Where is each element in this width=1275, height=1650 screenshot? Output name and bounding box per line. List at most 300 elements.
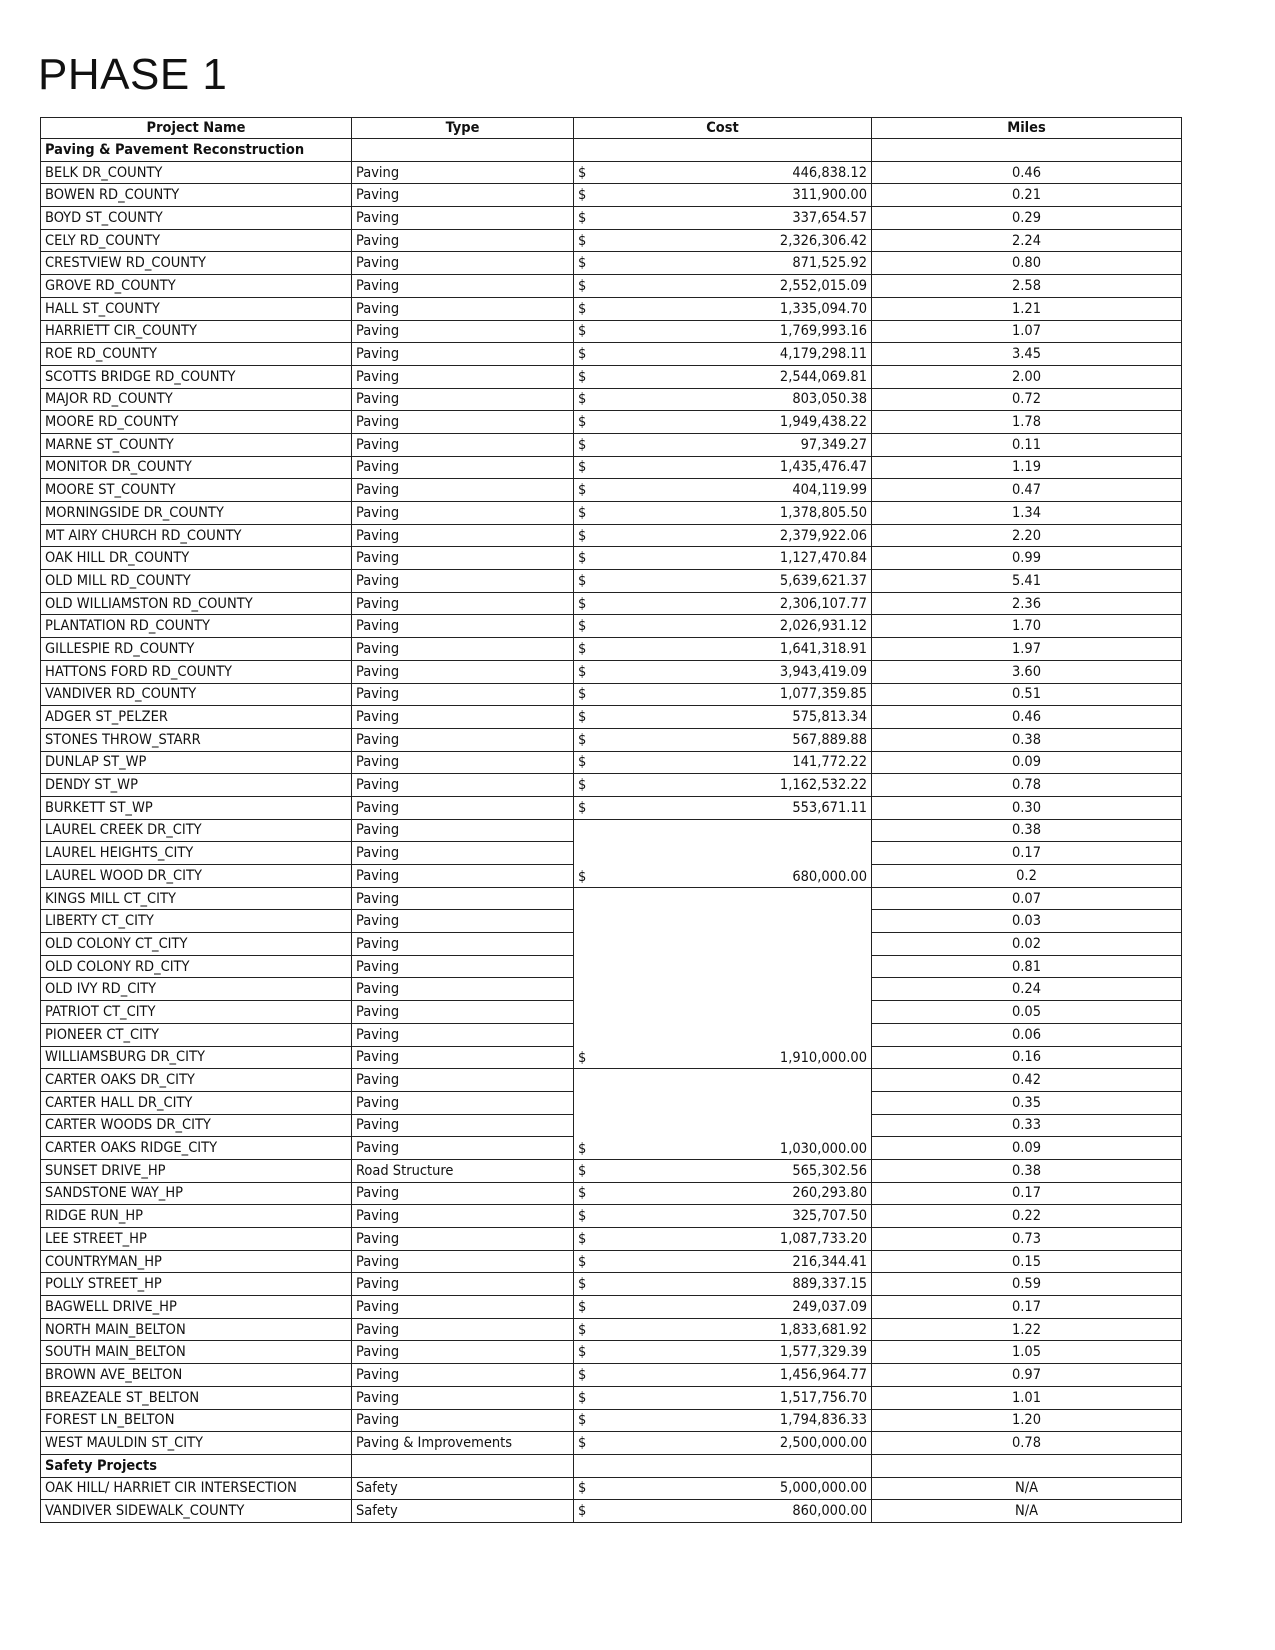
type-cell: Paving: [352, 1069, 574, 1092]
project-name-cell: ADGER ST_PELZER: [41, 706, 352, 729]
cost-value: 216,344.41: [792, 1253, 867, 1270]
type-cell: Paving: [352, 547, 574, 570]
project-name-cell: GILLESPIE RD_COUNTY: [41, 638, 352, 661]
miles-cell: 0.33: [872, 1114, 1182, 1137]
project-name-cell: OAK HILL/ HARRIET CIR INTERSECTION: [41, 1477, 352, 1500]
miles-cell: 0.73: [872, 1228, 1182, 1251]
miles-cell: 0.15: [872, 1250, 1182, 1273]
miles-cell: 0.21: [872, 184, 1182, 207]
type-cell: Paving: [352, 433, 574, 456]
project-name-cell: KINGS MILL CT_CITY: [41, 887, 352, 910]
miles-cell: 5.41: [872, 570, 1182, 593]
cost-cell: [574, 570, 872, 593]
type-cell: Paving: [352, 1001, 574, 1024]
currency-symbol: $: [578, 1366, 587, 1383]
cost-value: 1,517,756.70: [779, 1389, 867, 1406]
project-name-cell: PATRIOT CT_CITY: [41, 1001, 352, 1024]
project-name-cell: MAJOR RD_COUNTY: [41, 388, 352, 411]
miles-cell: 2.24: [872, 229, 1182, 252]
currency-symbol: $: [578, 799, 587, 816]
cost-value: 1,949,438.22: [779, 414, 867, 431]
currency-symbol: $: [578, 1230, 587, 1247]
miles-cell: 2.00: [872, 365, 1182, 388]
cost-value: 1,910,000.00: [779, 1050, 867, 1067]
miles-cell: 0.17: [872, 1182, 1182, 1205]
miles-cell: 0.51: [872, 683, 1182, 706]
cost-value: 2,326,306.42: [779, 232, 867, 249]
currency-symbol: $: [578, 1344, 587, 1361]
cost-cell: [574, 1409, 872, 1432]
miles-cell: 0.09: [872, 751, 1182, 774]
table-row: [41, 275, 1182, 298]
cost-cell: [574, 819, 872, 887]
miles-cell: 1.22: [872, 1318, 1182, 1341]
table-row: [41, 1182, 1182, 1205]
table-row: [41, 343, 1182, 366]
table-row: [41, 1159, 1182, 1182]
cost-value: 1,833,681.92: [779, 1321, 867, 1338]
cost-cell: [574, 1159, 872, 1182]
miles-cell: 0.03: [872, 910, 1182, 933]
table-row: [41, 683, 1182, 706]
type-cell: Paving: [352, 1023, 574, 1046]
table-row: [41, 887, 1182, 910]
type-cell: Paving: [352, 706, 574, 729]
miles-cell: 0.24: [872, 978, 1182, 1001]
table-row: [41, 502, 1182, 525]
type-cell: Paving: [352, 161, 574, 184]
cost-cell: [574, 411, 872, 434]
currency-symbol: $: [578, 640, 587, 657]
type-cell: Paving: [352, 933, 574, 956]
project-name-cell: LAUREL CREEK DR_CITY: [41, 819, 352, 842]
table-row: [41, 1273, 1182, 1296]
currency-symbol: $: [578, 1276, 587, 1293]
table-row: [41, 1364, 1182, 1387]
cost-value: 680,000.00: [792, 868, 867, 885]
type-cell: Road Structure: [352, 1159, 574, 1182]
type-cell: Paving & Improvements: [352, 1432, 574, 1455]
miles-cell: 0.29: [872, 207, 1182, 230]
miles-cell: 1.07: [872, 320, 1182, 343]
currency-symbol: $: [578, 1298, 587, 1315]
currency-symbol: $: [578, 1208, 587, 1225]
miles-cell: 0.22: [872, 1205, 1182, 1228]
column-header-type: Type: [352, 118, 574, 139]
table-row: [41, 161, 1182, 184]
currency-symbol: $: [578, 572, 587, 589]
type-cell: Paving: [352, 774, 574, 797]
currency-symbol: $: [578, 300, 587, 317]
miles-cell: 0.47: [872, 479, 1182, 502]
cost-cell: [574, 615, 872, 638]
currency-symbol: $: [578, 663, 587, 680]
type-cell: Paving: [352, 1364, 574, 1387]
table-row: [41, 388, 1182, 411]
project-name-cell: STONES THROW_STARR: [41, 728, 352, 751]
type-cell: Paving: [352, 638, 574, 661]
currency-symbol: $: [578, 323, 587, 340]
cost-cell: [574, 592, 872, 615]
project-name-cell: MOORE RD_COUNTY: [41, 411, 352, 434]
type-cell: Paving: [352, 1273, 574, 1296]
miles-cell: 0.35: [872, 1091, 1182, 1114]
header-row: [41, 118, 1182, 139]
cost-value: 404,119.99: [792, 482, 867, 499]
project-name-cell: PLANTATION RD_COUNTY: [41, 615, 352, 638]
table-row: [41, 229, 1182, 252]
type-cell: Paving: [352, 978, 574, 1001]
type-cell: Paving: [352, 910, 574, 933]
table-row: [41, 1500, 1182, 1523]
project-name-cell: WILLIAMSBURG DR_CITY: [41, 1046, 352, 1069]
project-name-cell: OAK HILL DR_COUNTY: [41, 547, 352, 570]
miles-cell: 1.70: [872, 615, 1182, 638]
cost-value: 2,552,015.09: [779, 277, 867, 294]
type-cell: Paving: [352, 1409, 574, 1432]
currency-symbol: $: [578, 550, 587, 567]
miles-cell: 0.06: [872, 1023, 1182, 1046]
table-row: [41, 479, 1182, 502]
project-name-cell: CARTER HALL DR_CITY: [41, 1091, 352, 1114]
table-row: [41, 1296, 1182, 1319]
table-row: [41, 592, 1182, 615]
currency-symbol: $: [578, 255, 587, 272]
type-cell: Paving: [352, 456, 574, 479]
project-name-cell: BOWEN RD_COUNTY: [41, 184, 352, 207]
cost-cell: [574, 1273, 872, 1296]
miles-cell: N/A: [872, 1500, 1182, 1523]
cost-cell: [574, 1500, 872, 1523]
type-cell: Paving: [352, 207, 574, 230]
currency-symbol: $: [578, 414, 587, 431]
table-row: [41, 1477, 1182, 1500]
project-name-cell: DENDY ST_WP: [41, 774, 352, 797]
miles-cell: 1.78: [872, 411, 1182, 434]
cost-cell: [574, 683, 872, 706]
miles-cell: 2.58: [872, 275, 1182, 298]
cost-value: 1,162,532.22: [779, 777, 867, 794]
miles-cell: 3.60: [872, 660, 1182, 683]
project-name-cell: CARTER OAKS RIDGE_CITY: [41, 1137, 352, 1160]
type-cell: Paving: [352, 297, 574, 320]
project-name-cell: GROVE RD_COUNTY: [41, 275, 352, 298]
empty-cell: [574, 1454, 872, 1477]
type-cell: Paving: [352, 592, 574, 615]
cost-cell: [574, 524, 872, 547]
cost-cell: [574, 275, 872, 298]
type-cell: Paving: [352, 479, 574, 502]
type-cell: Paving: [352, 751, 574, 774]
miles-cell: 0.72: [872, 388, 1182, 411]
type-cell: Paving: [352, 343, 574, 366]
cost-value: 337,654.57: [792, 209, 867, 226]
project-name-cell: OLD WILLIAMSTON RD_COUNTY: [41, 592, 352, 615]
project-name-cell: LAUREL HEIGHTS_CITY: [41, 842, 352, 865]
table-row: [41, 1318, 1182, 1341]
table-row: [41, 796, 1182, 819]
cost-value: 4,179,298.11: [779, 346, 867, 363]
miles-cell: 0.17: [872, 842, 1182, 865]
project-name-cell: HARRIETT CIR_COUNTY: [41, 320, 352, 343]
type-cell: Paving: [352, 1341, 574, 1364]
cost-cell: [574, 1432, 872, 1455]
table-row: [41, 1432, 1182, 1455]
project-name-cell: SUNSET DRIVE_HP: [41, 1159, 352, 1182]
miles-cell: 1.01: [872, 1386, 1182, 1409]
table-row: [41, 411, 1182, 434]
project-name-cell: BROWN AVE_BELTON: [41, 1364, 352, 1387]
miles-cell: 0.17: [872, 1296, 1182, 1319]
project-name-cell: BAGWELL DRIVE_HP: [41, 1296, 352, 1319]
miles-cell: N/A: [872, 1477, 1182, 1500]
currency-symbol: $: [578, 1480, 587, 1497]
miles-cell: 0.05: [872, 1001, 1182, 1024]
type-cell: Paving: [352, 1386, 574, 1409]
currency-symbol: $: [578, 436, 587, 453]
cost-cell: [574, 751, 872, 774]
cost-cell: [574, 1341, 872, 1364]
type-cell: Paving: [352, 388, 574, 411]
currency-symbol: $: [578, 868, 587, 885]
table-row: [41, 1069, 1182, 1092]
table-row: [41, 706, 1182, 729]
type-cell: Paving: [352, 570, 574, 593]
cost-cell: [574, 1318, 872, 1341]
type-cell: Paving: [352, 887, 574, 910]
cost-cell: [574, 343, 872, 366]
table-row: [41, 819, 1182, 842]
miles-cell: 1.21: [872, 297, 1182, 320]
cost-cell: [574, 365, 872, 388]
cost-value: 1,577,329.39: [779, 1344, 867, 1361]
project-name-cell: BELK DR_COUNTY: [41, 161, 352, 184]
cost-cell: [574, 433, 872, 456]
table-row: [41, 524, 1182, 547]
cost-value: 871,525.92: [792, 255, 867, 272]
miles-cell: 1.05: [872, 1341, 1182, 1364]
type-cell: Paving: [352, 1296, 574, 1319]
miles-cell: 0.59: [872, 1273, 1182, 1296]
currency-symbol: $: [578, 368, 587, 385]
table-row: [41, 1409, 1182, 1432]
section-row: [41, 1454, 1182, 1477]
table-row: [41, 615, 1182, 638]
cost-value: 889,337.15: [792, 1276, 867, 1293]
cost-cell: [574, 252, 872, 275]
cost-cell: [574, 887, 872, 1069]
column-header-project-name: Project Name: [41, 118, 352, 139]
currency-symbol: $: [578, 686, 587, 703]
type-cell: Paving: [352, 615, 574, 638]
cost-value: 1,127,470.84: [779, 550, 867, 567]
currency-symbol: $: [578, 1412, 587, 1429]
currency-symbol: $: [578, 504, 587, 521]
miles-cell: 0.78: [872, 774, 1182, 797]
project-name-cell: CELY RD_COUNTY: [41, 229, 352, 252]
miles-cell: 0.42: [872, 1069, 1182, 1092]
cost-cell: [574, 1182, 872, 1205]
table-row: [41, 1205, 1182, 1228]
type-cell: Paving: [352, 728, 574, 751]
type-cell: Paving: [352, 1318, 574, 1341]
miles-cell: 1.19: [872, 456, 1182, 479]
cost-value: 2,500,000.00: [779, 1435, 867, 1452]
cost-cell: [574, 229, 872, 252]
cost-cell: [574, 1364, 872, 1387]
miles-cell: 0.09: [872, 1137, 1182, 1160]
cost-cell: [574, 320, 872, 343]
currency-symbol: $: [578, 459, 587, 476]
currency-symbol: $: [578, 391, 587, 408]
cost-value: 2,544,069.81: [779, 368, 867, 385]
cost-value: 260,293.80: [792, 1185, 867, 1202]
table-row: [41, 638, 1182, 661]
section-title: Safety Projects: [41, 1454, 352, 1477]
currency-symbol: $: [578, 187, 587, 204]
cost-cell: [574, 479, 872, 502]
currency-symbol: $: [578, 709, 587, 726]
cost-value: 1,794,836.33: [779, 1412, 867, 1429]
type-cell: Paving: [352, 865, 574, 888]
cost-value: 5,639,621.37: [779, 572, 867, 589]
project-name-cell: RIDGE RUN_HP: [41, 1205, 352, 1228]
cost-value: 97,349.27: [800, 436, 867, 453]
project-name-cell: MONITOR DR_COUNTY: [41, 456, 352, 479]
cost-cell: [574, 706, 872, 729]
cost-cell: [574, 1250, 872, 1273]
table-row: [41, 320, 1182, 343]
table-row: [41, 207, 1182, 230]
table-row: [41, 297, 1182, 320]
cost-cell: [574, 1069, 872, 1160]
miles-cell: 1.97: [872, 638, 1182, 661]
miles-cell: 0.38: [872, 819, 1182, 842]
table-row: [41, 1386, 1182, 1409]
table-row: [41, 728, 1182, 751]
project-name-cell: DUNLAP ST_WP: [41, 751, 352, 774]
type-cell: Paving: [352, 275, 574, 298]
table-row: [41, 1228, 1182, 1251]
cost-cell: [574, 1477, 872, 1500]
cost-value: 2,306,107.77: [779, 595, 867, 612]
project-name-cell: SANDSTONE WAY_HP: [41, 1182, 352, 1205]
cost-cell: [574, 1205, 872, 1228]
cost-cell: [574, 796, 872, 819]
project-name-cell: CRESTVIEW RD_COUNTY: [41, 252, 352, 275]
cost-value: 803,050.38: [792, 391, 867, 408]
currency-symbol: $: [578, 1389, 587, 1406]
miles-cell: 0.97: [872, 1364, 1182, 1387]
project-name-cell: COUNTRYMAN_HP: [41, 1250, 352, 1273]
empty-cell: [872, 1454, 1182, 1477]
currency-symbol: $: [578, 595, 587, 612]
miles-cell: 0.80: [872, 252, 1182, 275]
project-name-cell: LEE STREET_HP: [41, 1228, 352, 1251]
type-cell: Paving: [352, 1046, 574, 1069]
project-name-cell: CARTER OAKS DR_CITY: [41, 1069, 352, 1092]
table-row: [41, 774, 1182, 797]
cost-cell: [574, 161, 872, 184]
section-title: Paving & Pavement Reconstruction: [41, 139, 352, 162]
project-name-cell: PIONEER CT_CITY: [41, 1023, 352, 1046]
project-table: [40, 117, 1182, 1523]
type-cell: Paving: [352, 1228, 574, 1251]
cost-value: 1,087,733.20: [779, 1230, 867, 1247]
miles-cell: 0.81: [872, 955, 1182, 978]
type-cell: Paving: [352, 229, 574, 252]
cost-cell: [574, 502, 872, 525]
cost-value: 311,900.00: [792, 187, 867, 204]
cost-cell: [574, 1386, 872, 1409]
project-name-cell: BOYD ST_COUNTY: [41, 207, 352, 230]
project-name-cell: MOORE ST_COUNTY: [41, 479, 352, 502]
project-name-cell: OLD IVY RD_CITY: [41, 978, 352, 1001]
cost-cell: [574, 774, 872, 797]
currency-symbol: $: [578, 1321, 587, 1338]
table-row: [41, 456, 1182, 479]
table-row: [41, 252, 1182, 275]
miles-cell: 0.46: [872, 161, 1182, 184]
cost-value: 1,641,318.91: [779, 640, 867, 657]
miles-cell: 0.38: [872, 1159, 1182, 1182]
type-cell: Paving: [352, 252, 574, 275]
project-name-cell: FOREST LN_BELTON: [41, 1409, 352, 1432]
table-row: [41, 1341, 1182, 1364]
currency-symbol: $: [578, 777, 587, 794]
miles-cell: 1.34: [872, 502, 1182, 525]
cost-value: 446,838.12: [792, 164, 867, 181]
cost-value: 1,077,359.85: [779, 686, 867, 703]
project-name-cell: WEST MAULDIN ST_CITY: [41, 1432, 352, 1455]
type-cell: Paving: [352, 1205, 574, 1228]
project-name-cell: HATTONS FORD RD_COUNTY: [41, 660, 352, 683]
miles-cell: 0.99: [872, 547, 1182, 570]
project-name-cell: SOUTH MAIN_BELTON: [41, 1341, 352, 1364]
page-title: PHASE 1: [38, 50, 228, 99]
cost-value: 575,813.34: [792, 709, 867, 726]
currency-symbol: $: [578, 731, 587, 748]
type-cell: Safety: [352, 1477, 574, 1500]
cost-value: 1,378,805.50: [779, 504, 867, 521]
project-name-cell: MORNINGSIDE DR_COUNTY: [41, 502, 352, 525]
cost-value: 565,302.56: [792, 1162, 867, 1179]
currency-symbol: $: [578, 1185, 587, 1202]
project-name-cell: LIBERTY CT_CITY: [41, 910, 352, 933]
currency-symbol: $: [578, 277, 587, 294]
cost-value: 141,772.22: [792, 754, 867, 771]
currency-symbol: $: [578, 1253, 587, 1270]
currency-symbol: $: [578, 1050, 587, 1067]
project-name-cell: POLLY STREET_HP: [41, 1273, 352, 1296]
type-cell: Paving: [352, 184, 574, 207]
type-cell: Paving: [352, 411, 574, 434]
miles-cell: 0.02: [872, 933, 1182, 956]
cost-value: 249,037.09: [792, 1298, 867, 1315]
cost-value: 3,943,419.09: [779, 663, 867, 680]
miles-cell: 2.20: [872, 524, 1182, 547]
cost-value: 1,435,476.47: [779, 459, 867, 476]
table-row: [41, 433, 1182, 456]
project-name-cell: OLD MILL RD_COUNTY: [41, 570, 352, 593]
cost-cell: [574, 660, 872, 683]
table-row: [41, 1250, 1182, 1273]
type-cell: Paving: [352, 819, 574, 842]
table-row: [41, 365, 1182, 388]
project-name-cell: ROE RD_COUNTY: [41, 343, 352, 366]
type-cell: Paving: [352, 1137, 574, 1160]
project-name-cell: CARTER WOODS DR_CITY: [41, 1114, 352, 1137]
